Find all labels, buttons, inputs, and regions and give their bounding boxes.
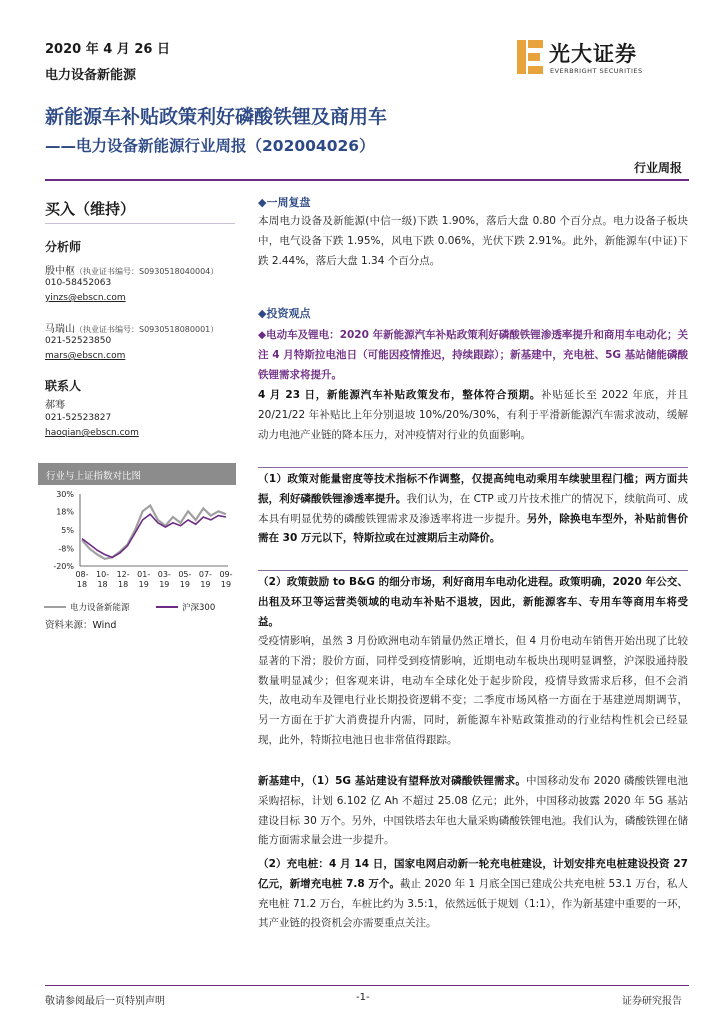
section-weekly-review-heading: ◆一周复盘 [258, 196, 311, 209]
header-divider [45, 179, 689, 181]
paragraph-body: 中国移动发布 2020 磷酸铁锂电池采购招标，计划 6.102 亿 Ah 不超过 25.08 亿元；此外，中国移动披露 2020 年 5G 基站建设目标 30 万个。另外，中国铁塔去年也大量采购磷酸铁锂电池。我们认为，磷酸铁锂在储能方面需求量会进一步提升。 [258, 775, 688, 847]
x-tick-label-year: 18 [76, 580, 88, 589]
legend-label: 电力设备新能源 [70, 603, 130, 613]
analyst-2 [45, 320, 218, 335]
sector-label: 电力设备新能源 [45, 68, 137, 83]
x-tick-label: 07- [198, 570, 212, 579]
contact-name: 郝骞 [45, 400, 65, 411]
logo-chinese-text: 光大证券 [549, 42, 637, 66]
x-tick-label-year: 19 [179, 580, 190, 589]
analyst-cert: （执业证书编号：S0930518080001） [75, 325, 219, 334]
x-tick-label-year: 19 [138, 580, 149, 589]
paragraph-body: 截止 2020 年 1 月底全国已建成公共充电桩 53.1 万台，私人充电桩 71.2 万台，车桩比约为 3.5:1，依然远低于规划（1:1），作为新基建中重要的一环，其产业链的投资机会亦需要重点关注。 [258, 877, 688, 930]
chart-source: 资料来源：Wind [45, 620, 117, 631]
analyst-cert: （执业证书编号：S0930518040004） [75, 267, 219, 276]
x-tick-label: 08- [75, 570, 89, 579]
investment-summary: ◆电动车及锂电：2020 年新能源汽车补贴政策利好磷酸铁锂渗透率提升和商用车电动化；关注 4 月特斯拉电池日（可能因疫情推迟，持续跟踪）；新基建中，充电桩、5G 基站储能磷酸铁锂需求将提升。 [258, 329, 688, 381]
paragraph-divider [258, 467, 688, 468]
x-tick-label: 01- [137, 570, 151, 579]
x-tick-label-year: 19 [220, 580, 232, 589]
analyst-phone: 021-52523850 [45, 336, 112, 346]
report-subtitle: ——电力设备新能源行业周报（202004026） [45, 137, 375, 155]
x-tick-label: 05- [178, 570, 192, 579]
analyst-name: 殷中枢 [45, 266, 75, 277]
paragraph-lead: 新基建中，（1）5G 基站建设有望释放对磷酸铁锂需求。 [258, 775, 527, 787]
series-line-0 [82, 506, 226, 559]
x-tick-label: 10- [96, 570, 110, 579]
comparison-line-chart [38, 486, 238, 616]
analyst-email-link[interactable]: mars@ebscn.com [45, 351, 126, 361]
paragraph-divider [258, 570, 688, 571]
x-tick-label: 03- [157, 570, 171, 579]
paragraph-subsidy-policy [258, 386, 688, 445]
series-line-1 [82, 514, 226, 557]
report-title: 新能源车补贴政策利好磷酸铁锂及商用车 [45, 106, 388, 128]
y-tick-label: 18% [56, 507, 74, 517]
paragraph-lead-2: 另外，除换电车型外，补贴前售价需在 30 万元以下，特斯拉或在过渡期后主动降价。 [258, 512, 689, 545]
paragraph-lead: （1）政策对能量密度等技术指标不作调整，仅提高纯电动乘用车续驶里程门槛；两方面共振，利好磷酸铁锂渗透率提升。 [258, 473, 688, 505]
weekly-review-text: 本周电力设备及新能源(中信一级)下跌 1.90%，落后大盘 0.80 个百分点。电力设备子板块中，电气设备下跌 1.95%，风电下跌 0.06%，光伏下跌 2.91%。此外，新能源车(中证)下跌 2.44%，落后大盘 1.34 个百分点。 [258, 215, 688, 267]
x-tick-label-year: 19 [200, 580, 211, 589]
report-date: 2020 年 4 月 26 日 [45, 42, 170, 57]
y-tick-label: -20% [53, 562, 74, 571]
y-tick-label: -8% [58, 544, 74, 554]
analyst-name: 马瑞山 [45, 324, 75, 335]
contact-heading: 联系人 [45, 379, 82, 393]
rating: 买入（维持） [45, 200, 136, 218]
chart-title: 行业与上证指数对比图 [38, 463, 236, 485]
legend-label: 沪深300 [182, 603, 216, 613]
y-tick-label: 30% [56, 490, 74, 499]
paragraph-lead: 4 月 23 日，新能源汽车补贴政策发布，整体符合预期。 [258, 389, 542, 401]
footer-disclaimer: 敬请参阅最后一页特别声明 [45, 996, 165, 1007]
paragraph-lead: （2）政策鼓励 to B&G 的细分市场，利好商用车电动化进程。政策明确，2020 年公交、出租及环卫等运营类领域的电动车补贴不退坡，因此，新能源客车、专用车等商用车将受益。 [258, 576, 688, 628]
paragraph-lfp-penetration [258, 470, 688, 549]
page-number: -1- [356, 992, 370, 1003]
section-investment-view-heading: ◆投资观点 [258, 307, 311, 320]
logo-english-text: EVERBRIGHT SECURITIES [550, 67, 643, 75]
paragraph-body: 补贴延长至 2022 年底，并且 20/21/22 年补贴比上年分别退坡 10%/20%/30%，有利于平滑新能源汽车需求波动，缓解动力电池产业链的降本压力，对冲疫情对行业的负面影响。 [258, 389, 688, 441]
rating-divider [45, 223, 235, 224]
x-tick-label-year: 19 [159, 580, 170, 589]
report-type: 行业周报 [633, 161, 682, 175]
x-tick-label-year: 18 [97, 580, 108, 589]
paragraph-epidemic-impact: 受疫情影响，虽然 3 月份欧洲电动车销量仍然正增长，但 4 月份电动车销售开始出现了比较显著的下滑；股价方面，同样受到疫情影响，近期电动车板块出现明显调整，沪深股通持股数量明显减少；但客观来讲，电动车全球化处于起步阶段，疫情导致需求后移，但不会消失，故电动车及锂电行业长期投资逻辑不变；二季度市场风格一方面在于基建逆周期调节，另一方面在于扩大消费提升内需，同时，新能源车补贴政策推动的行业结构性机会已经显现，此外，特斯拉电池日也非常值得跟踪。 [258, 635, 688, 746]
paragraph-body: 我们认为，在 CTP 或刀片技术推广的情况下，续航尚可、成本具有明显优势的磷酸铁锂需求及渗透率将进一步提升。 [258, 492, 688, 525]
analysts-heading: 分析师 [45, 240, 82, 254]
analyst-phone: 010-58452063 [45, 278, 112, 288]
brand-logo [517, 40, 687, 76]
contact-phone: 021-52523827 [45, 413, 112, 423]
paragraph-charging-pile [258, 855, 688, 934]
paragraph-lead: （2）充电桩：4 月 14 日，国家电网启动新一轮充电桩建设，计划安排充电桩建设投资 27 亿元，新增充电桩 7.8 万个。 [258, 858, 688, 890]
everbright-logo-icon [517, 40, 543, 74]
x-tick-label: 09- [219, 570, 233, 579]
x-tick-label-year: 18 [118, 580, 129, 589]
contact-email-link[interactable]: haoqian@ebscn.com [45, 428, 139, 438]
paragraph-commercial-vehicle [258, 573, 688, 632]
analyst-email-link[interactable]: yinzs@ebscn.com [45, 293, 126, 303]
footer-divider [45, 985, 689, 986]
x-tick-label: 12- [116, 570, 130, 579]
paragraph-5g-base-station [258, 772, 688, 851]
y-tick-label: 5% [61, 526, 74, 535]
analyst-1 [45, 262, 218, 277]
footer-report-label: 证券研究报告 [622, 996, 682, 1007]
